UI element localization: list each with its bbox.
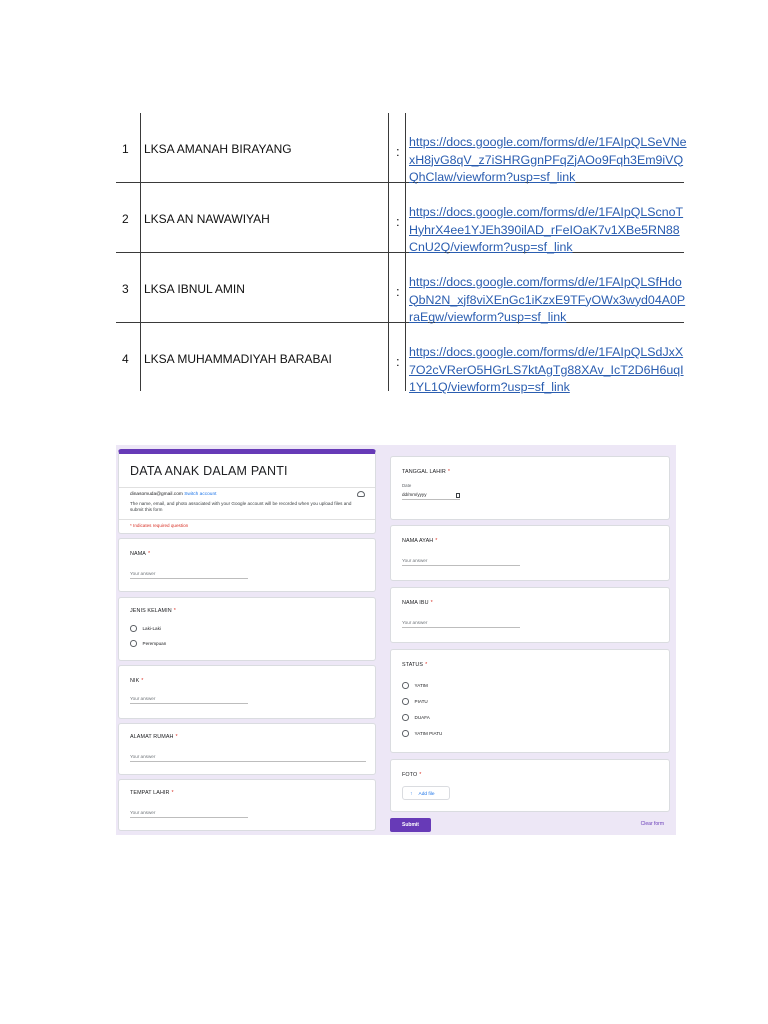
nama-ayah-input[interactable]: Your answer — [402, 558, 520, 566]
column-divider — [388, 113, 389, 391]
table-row — [116, 113, 687, 184]
form-link[interactable]: https://docs.google.com/forms/d/e/1FAIpQLSdJxX7O2cVRerO5HGrLS7ktAgTg88XAv_IcT2D6H6uqI1YL1Q/viewform?usp=sf_link — [409, 345, 684, 394]
form-link[interactable]: https://docs.google.com/forms/d/e/1FAIpQLSfHdoQbN2N_xjf8viXEnGc1iKzxE9TFyOWx3wyd04A0PraEgw/viewform?usp=sf_link — [409, 275, 686, 324]
question-card-nama-ayah — [390, 525, 670, 581]
account-email: dinasomuda@gmail.com — [130, 492, 183, 497]
radio-option-duafa[interactable]: DUAFA — [402, 714, 430, 722]
question-label: JENIS KELAMIN * — [130, 608, 176, 614]
radio-option-piatu[interactable]: PIATU — [402, 698, 428, 706]
question-card-foto — [390, 759, 670, 812]
question-label: NAMA AYAH * — [402, 538, 438, 544]
question-label: ALAMAT RUMAH * — [130, 734, 178, 740]
table-row — [116, 323, 684, 394]
lksa-name: LKSA IBNUL AMIN — [144, 282, 245, 296]
question-label: FOTO * — [402, 772, 422, 778]
cloud-icon — [357, 491, 365, 497]
question-card-tempat-lahir — [118, 779, 376, 831]
nama-input[interactable]: Your answer — [130, 571, 248, 579]
calendar-icon[interactable] — [456, 493, 461, 498]
submit-button[interactable]: Submit — [390, 818, 431, 832]
question-label: TEMPAT LAHIR * — [130, 790, 174, 796]
account-row — [130, 492, 216, 497]
radio-icon — [402, 698, 409, 705]
divider — [119, 487, 375, 488]
row-number: 4 — [122, 352, 129, 366]
switch-account-link[interactable]: Switch account — [184, 492, 217, 497]
question-card-nik — [118, 665, 376, 719]
required-note: * Indicates required question — [130, 523, 189, 528]
links-table — [116, 113, 687, 394]
clear-form-link[interactable]: Clear form — [640, 821, 664, 827]
lksa-name: LKSA AMANAH BIRAYANG — [144, 142, 292, 156]
lksa-name: LKSA MUHAMMADIYAH BARABAI — [144, 352, 332, 366]
question-card-status — [390, 649, 670, 753]
google-form-screenshot — [116, 445, 676, 835]
radio-option-yatim-piatu[interactable]: YATIM PIATU — [402, 730, 442, 738]
nik-input[interactable]: Your answer — [130, 696, 248, 704]
radio-icon — [130, 640, 137, 647]
tanggal-lahir-input[interactable]: dd/mm/yyyy — [402, 492, 460, 500]
question-label: NAMA IBU * — [402, 600, 433, 606]
form-link[interactable]: https://docs.google.com/forms/d/e/1FAIpQLScnoTHyhrX4ee1YJEh390ilAD_rFeIOaK7v1XBe5RN88CnU2Q/viewform?usp=sf_link — [409, 205, 684, 254]
question-card-nama-ibu — [390, 587, 670, 643]
radio-icon — [130, 625, 137, 632]
column-divider — [140, 113, 141, 391]
add-file-button[interactable]: ↑ Add file — [402, 786, 450, 800]
row-number: 3 — [122, 282, 129, 296]
column-divider — [405, 113, 406, 391]
separator-colon: : — [396, 354, 400, 369]
lksa-name: LKSA AN NAWAWIYAH — [144, 212, 270, 226]
question-card-nama — [118, 538, 376, 592]
question-card-alamat-rumah — [118, 723, 376, 775]
question-card-jenis-kelamin — [118, 597, 376, 661]
radio-icon — [402, 730, 409, 737]
question-label: NAMA * — [130, 551, 151, 557]
question-label: NIK * — [130, 678, 144, 684]
question-label: STATUS * — [402, 662, 428, 668]
radio-option-yatim[interactable]: YATIM — [402, 682, 428, 690]
form-title: DATA ANAK DALAM PANTI — [130, 464, 288, 478]
account-notice: The name, email, and photo associated with your Google account will be recorded when you upload files and submit this form — [130, 501, 352, 512]
radio-option-perempuan[interactable]: Perempuan — [130, 640, 166, 648]
question-label: TANGGAL LAHIR * — [402, 469, 451, 475]
form-link[interactable]: https://docs.google.com/forms/d/e/1FAIpQLSeVNexH8jvG8qV_z7iSHRGgnPFqZjAOo9Fqh3Em9iVQQhClaw/viewform?usp=sf_link — [409, 135, 687, 184]
tempat-lahir-input[interactable]: Your answer — [130, 810, 248, 818]
row-number: 1 — [122, 142, 129, 156]
nama-ibu-input[interactable]: Your answer — [402, 620, 520, 628]
upload-icon: ↑ — [410, 791, 413, 797]
radio-icon — [402, 682, 409, 689]
divider — [119, 519, 375, 520]
question-card-tanggal-lahir — [390, 456, 670, 520]
separator-colon: : — [396, 284, 400, 299]
table-row — [116, 183, 684, 253]
date-label: Date — [402, 483, 412, 488]
radio-icon — [402, 714, 409, 721]
radio-option-laki-laki[interactable]: Laki-Laki — [130, 625, 161, 633]
alamat-rumah-input[interactable]: Your answer — [130, 754, 366, 762]
separator-colon: : — [396, 144, 400, 159]
row-number: 2 — [122, 212, 129, 226]
separator-colon: : — [396, 214, 400, 229]
table-row — [116, 253, 684, 323]
form-header-card — [118, 449, 376, 534]
